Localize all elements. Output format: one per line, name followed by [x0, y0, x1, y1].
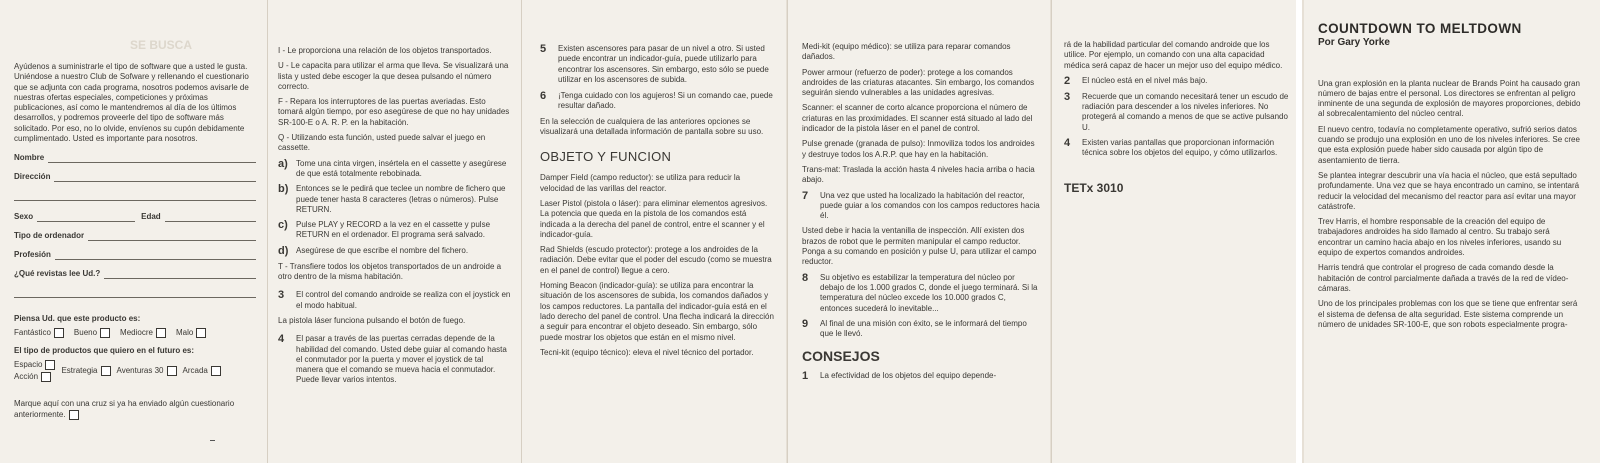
story-paragraph: Se plantea integrar descubrir una vía hacia el núcleo, que está sepultado profundamente. Una vez que se haya encontrado un camino, se intentará reducir la velocidad del mecanismo del reactor para así evitar una mayor catástrofe.: [1318, 170, 1580, 211]
checkbox-icon: [45, 360, 55, 370]
save-step: a) Tome una cinta virgen, insértela en el cassette y asegúrese de que está totalmente rebobinada.: [278, 157, 507, 178]
genre-option[interactable]: Espacio: [14, 359, 55, 371]
story-title: COUNTDOWN TO MELTDOWN: [1318, 21, 1522, 36]
tip-item: 2 El núcleo está en el nivel más bajo.: [1064, 74, 1208, 87]
genre-option[interactable]: Estrategia: [61, 366, 110, 376]
story-panel: [1304, 0, 1600, 463]
numbered-step: 8 Su objetivo es estabilizar la temperatura del núcleo por debajo de los 1.000 grados C, donde el juego terminará. Si la temperatura del núcleo excede los 10.000 grados C, entonces sucederá lo inevitable...: [802, 271, 1038, 313]
brand-logo: TETx 3010: [1064, 180, 1124, 195]
checkbox-icon: [69, 410, 79, 420]
rating-options: [14, 328, 256, 338]
profession-field[interactable]: Profesión: [14, 249, 256, 260]
dash-mark: [210, 440, 215, 441]
rating-option[interactable]: Mediocre: [120, 328, 166, 338]
object-item: Homing Beacon (indicador-guía): se utiliza para encontrar la situación de los ascensores de subida, los comandos dañados y los campos reductores. La pantalla del indicador-guía está en el lado derecho del panel de control. Una flecha indicará la dirección a seguir para encontrar el objeto deseado. Sin embargo, sólo puede mostrar los objetos que están en el mismo nivel.: [540, 281, 774, 342]
checkbox-icon: [54, 328, 64, 338]
object-item: Tecni-kit (equipo técnico): eleva el nivel técnico del portador.: [540, 347, 754, 357]
option-f: F - Repara los interruptores de las puertas averiadas. Esto tomará algún tiempo, por eso asegúrese de que no hay unidades SR-100-E o A. R. P. en la habitación.: [278, 97, 510, 127]
tip-item: 3 Recuerde que un comando necesitará tener un escudo de radiación para descender a los niveles inferiores. No protegerá al comando a menos de que se active pulsando U.: [1064, 90, 1289, 132]
genre-question: El tipo de productos que quiero en el futuro es:: [14, 346, 195, 356]
numbered-step: 9 Al final de una misión con éxito, se le informará del tiempo que le llevó.: [802, 317, 1027, 339]
section-title-tips: CONSEJOS: [802, 348, 880, 365]
computer-type-field[interactable]: Tipo de ordenador: [14, 230, 256, 241]
magazines-line-2[interactable]: [14, 287, 256, 298]
age-label: Edad: [141, 212, 161, 222]
numbered-step: 7 Una vez que usted ha localizado la habitación del reactor, puede guiar a los comandos con los campos reductores hacia él.: [802, 189, 1040, 221]
numbered-step: 4 El pasar a través de las puertas cerradas depende de la habilidad del comando. Usted debe guiar al comando hasta el conmutador por la puerta y mover el joystick de tal manera que el comando se mueva hacia el conmutador. Puede llevar varios intentos.: [278, 333, 507, 385]
fold-gap: [1296, 0, 1302, 463]
genre-option[interactable]: Arcada: [183, 366, 221, 376]
object-item: Power armour (refuerzo de poder): protege a los comandos androides de las criaturas atacantes. Sin embargo, los comandos seguirán siendo vulnerables a las unidades agresivas.: [802, 67, 1035, 98]
genre-options: [14, 359, 256, 383]
tips-panel: [1052, 0, 1302, 463]
numbered-step: 6 ¡Tenga cuidado con los agujeros! Si un comando cae, puede resultar dañado.: [540, 90, 773, 111]
story-paragraph: Una gran explosión en la planta nuclear de Brands Point ha causado gran número de bajas entre el personal. Los directores se enfrentan al peligro inminente de una segunda de explosión de mayores proporciones, debido al sobrecalentamiento del núcleo central.: [1318, 78, 1581, 119]
genre-option[interactable]: Acción: [14, 371, 55, 383]
object-item: Damper Field (campo reductor): se utiliza para reducir la velocidad de las varillas del reactor.: [540, 173, 741, 193]
rating-option[interactable]: Fantástico: [14, 328, 64, 338]
story-paragraph: Harris tendrá que controlar el progreso de cada comando desde la habitación de control parcialmente dañada a través de la red de vídeo-cámaras.: [1318, 263, 1569, 293]
story-paragraph: Trev Harris, el hombre responsable de la creación del equipo de trabajadores androides ha sido llamado al centro. Su trabajo será encontrar un camino hacia abajo en los niveles inferiores, usando su equipo de expertos comandos androides.: [1318, 217, 1562, 258]
option-u: U - Le capacita para utilizar el arma que lleva. Se visualizará una lista y usted debe escoger la que desea pulsando el número correcto.: [278, 61, 509, 91]
name-field[interactable]: Nombre: [14, 152, 256, 163]
sex-label: Sexo: [14, 212, 34, 222]
object-item: Trans-mat: Traslada la acción hasta 4 niveles hacia arriba o hacia abajo.: [802, 164, 1035, 185]
address-field[interactable]: Dirección: [14, 171, 256, 182]
object-item: Laser Pistol (pistola o láser): para eliminar elementos agresivos. La potencia que queda en la pistola de los comandos está indicada a la derecha del panel de control, entre el scanner y el indicador-guía.: [540, 198, 768, 239]
section-title-objects: OBJETO Y FUNCION: [540, 149, 672, 165]
save-step: b) Entonces se le pedirá que teclee un nombre de fichero que puede tener hasta 8 caracteres (letras o números). Pulse RETURN.: [278, 183, 506, 214]
story-paragraph: Uno de los principales problemas con los que se tiene que enfrentar será el sistema de defensa de alta seguridad. Este sistema comprende un número de unidades SR-100-E, que son robots especialmente progra-: [1318, 299, 1578, 329]
ghost-heading: SE BUSCA: [130, 38, 193, 52]
object-item: Scanner: el scanner de corto alcance proporciona el número de criaturas en las proximidades. El scanner está situado al lado del indicador de la pistola láser en el panel de control.: [802, 103, 1033, 134]
numbered-step: 3 El control del comando androide se realiza con el joystick en el modo habitual.: [278, 289, 511, 310]
checkbox-icon: [211, 366, 221, 376]
checkbox-icon: [101, 366, 111, 376]
story-author: Por Gary Yorke: [1318, 37, 1390, 49]
option-i: I - Le proporciona una relación de los objetos transportados.: [278, 46, 492, 55]
save-step: c) Pulse PLAY y RECORD a la vez en el cassette y pulse RETURN en el ordenador. El programa será salvado.: [278, 219, 491, 240]
story-paragraph: El nuevo centro, todavía no completamente operativo, sufrió serios datos cuando se produjo una explosión en uno de los niveles inferiores. Se cree que esta explosión puede haber sido causada por algún tipo de asentamiento de tierra.: [1318, 124, 1580, 165]
laser-note: La pistola láser funciona pulsando el botón de fuego.: [278, 315, 466, 325]
rating-option[interactable]: Bueno: [74, 328, 110, 338]
checkbox-icon: [156, 328, 166, 338]
rating-option[interactable]: Malo: [176, 328, 206, 338]
checkbox-icon: [167, 366, 177, 376]
genre-option[interactable]: Aventuras 30: [117, 366, 177, 376]
checkbox-icon: [41, 372, 51, 382]
tip-item: 4 Existen varias pantallas que proporcionan información técnica sobre los objetos del equipo, y cómo utilizarlos.: [1064, 137, 1278, 158]
numbered-step: 5 Existen ascensores para pasar de un nivel a otro. Si usted puede encontrar un indicador-guía, puede utilizarlo para encontrar los ascensores. Sin embargo, esto sólo se puede utilizar en los ascensores de subida.: [540, 43, 769, 84]
inspection-note: Usted debe ir hacia la ventanilla de inspección. Allí existen dos brazos de robot que le permiten manipular el campo reductor. Ponga a su comando en posición y pulse U, para utilizar el campo reductor.: [802, 226, 1037, 267]
previous-questionnaire-check[interactable]: Marque aquí con una cruz si ya ha enviado algún cuestionario anteriormente.: [14, 399, 235, 419]
object-item: Medi-kit (equipo médico): se utiliza para reparar comandos dañados.: [802, 42, 1011, 62]
tip-item: 1 La efectividad de los objetos del equipo depende-: [802, 370, 997, 383]
questionnaire-panel: [0, 0, 268, 463]
checkbox-icon: [196, 328, 206, 338]
magazines-field[interactable]: ¿Qué revistas lee Ud.?: [14, 268, 256, 279]
questionnaire-intro: Ayúdenos a suministrarle el tipo de software que a usted le gusta. Uniéndose a nuestro Club de Sofware y rellenando el cuestionario que se adjunta con cada programa, nosotros podemos avisarle de nuestras ofertas especiales, competiciones y próximas publicaciones, así como le mantendremos al día de los últimos desarrollos, y podremos proveerle del tipo de software más solicitado. Por eso, no lo olvide, envíenos su cupón debidamente cumplimentado. Usted es importante para nosotros.: [14, 62, 249, 144]
address-line-2[interactable]: [14, 190, 256, 201]
save-step: d) Asegúrese de que escribe el nombre del fichero.: [278, 244, 469, 257]
age-field[interactable]: [165, 213, 256, 222]
checkbox-icon: [100, 328, 110, 338]
sex-field[interactable]: [37, 213, 135, 222]
selection-note: En la selección de cualquiera de las anteriores opciones se visualizará una detallada información de pantalla sobre su uso.: [540, 116, 764, 137]
rating-question: Piensa Ud. que este producto es:: [14, 314, 141, 324]
instructions-panel-3: [522, 0, 786, 463]
object-item: Pulse grenade (granada de pulso): Inmoviliza todos los androides y destruye todos los A.R.P. que hay en la habitación.: [802, 139, 1035, 159]
sex-age-row: [14, 211, 256, 222]
option-q: Q - Utilizando esta función, usted puede salvar el juego en cassette.: [278, 133, 486, 153]
instructions-panel-2: [268, 0, 522, 463]
option-t: T - Transfiere todos los objetos transportados de un androide a otro dentro de la misma habitación.: [278, 261, 502, 282]
object-item: Rad Shields (escudo protector): protege a los androides de la radiación. Debe evitar que el poder del escudo (como se muestra en el panel de control) llegue a cero.: [540, 245, 772, 275]
tip-continuation: rá de la habilidad particular del comando androide que los utilice. Por ejemplo, un comando con una alta capacidad médica será capaz de hacer un mejor uso del equipo médico.: [1064, 40, 1283, 70]
instructions-panel-4: [788, 0, 1050, 463]
